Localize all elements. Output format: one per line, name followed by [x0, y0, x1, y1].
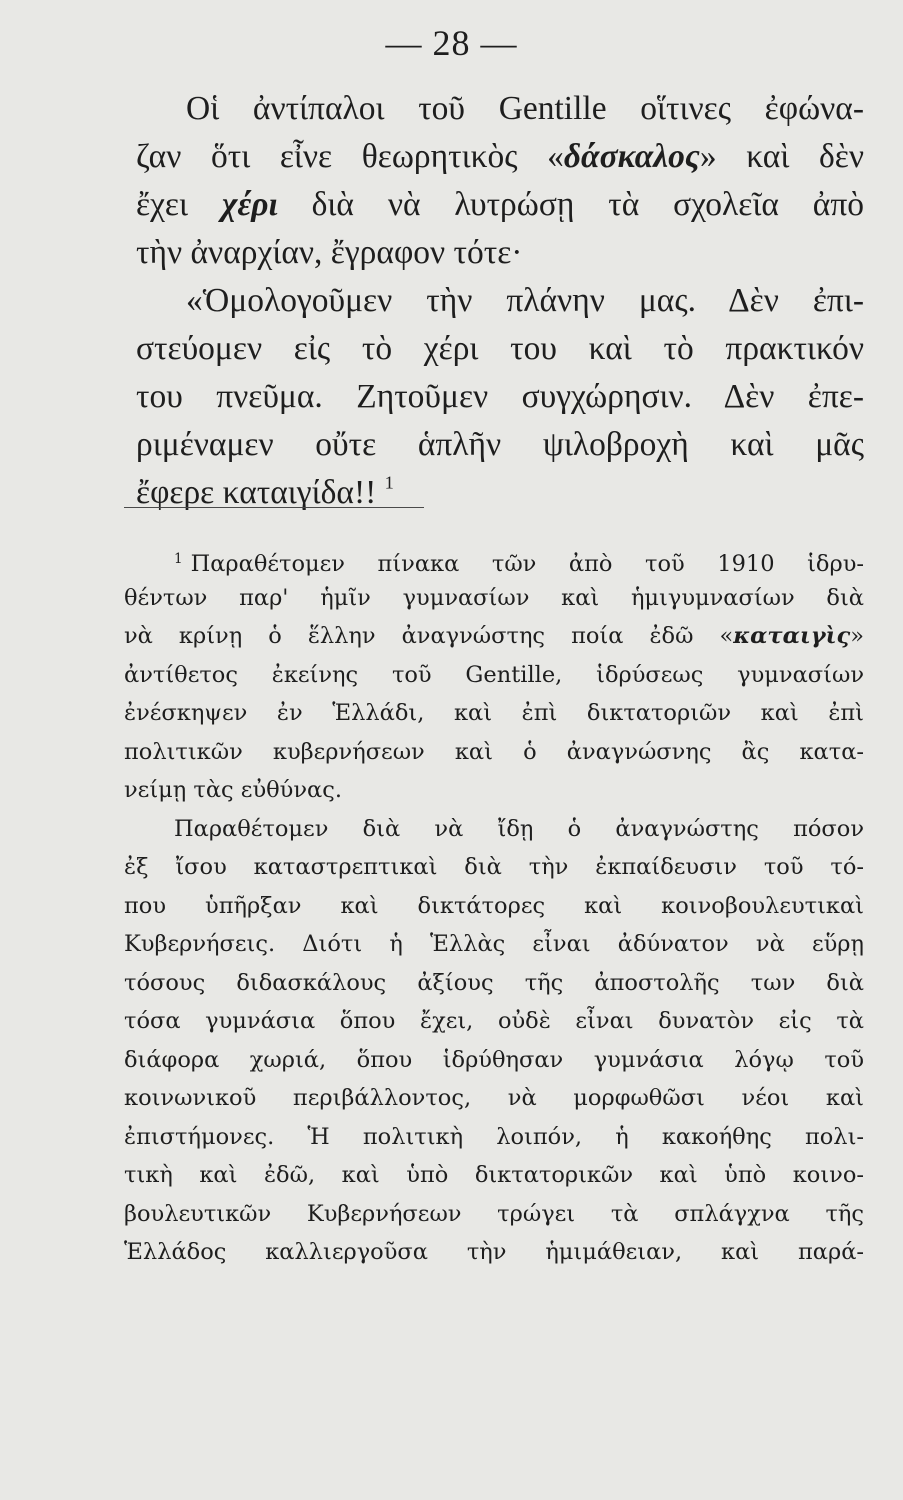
text-line: ριμέναμεν οὔτε ἁπλῆν ψιλοβροχὴ καὶ μᾶς	[136, 426, 864, 463]
emphasis: δάσκαλος	[563, 138, 700, 175]
footnote-line: διάφορα χωριά, ὅπου ἱδρύθησαν γυμνάσια λόγῳ τοῦ	[124, 1046, 864, 1073]
footnote-line: νείμῃ τὰς εὐθύνας.	[124, 777, 342, 803]
footnote-line: Παραθέτομεν διὰ νὰ ἴδῃ ὁ ἀναγνώστης πόσον	[174, 815, 864, 842]
footnote-reference: 1	[384, 472, 394, 493]
text-line: του πνεῦμα. Ζητοῦμεν συγχώρησιν. Δὲν ἐπε-	[136, 378, 864, 415]
main-text	[136, 85, 864, 517]
footnote-line: $^1$ Παραθέτομεν πίνακα τῶν ἀπὸ τοῦ 1910 ἱδρυ-	[174, 551, 864, 578]
footnote-line: Ἑλλάδος καλλιεργοῦσα τὴν ἡμιμάθειαν, καὶ παρά-	[124, 1239, 864, 1265]
text-line: ἔχει χέρι διὰ νὰ λυτρώσῃ τὰ σχολεῖα ἀπὸ	[136, 186, 864, 223]
footnote-line: ἀντίθετος ἐκείνης τοῦ Gentille, ἱδρύσεως γυμνασίων	[124, 661, 864, 688]
emphasis: καταιγὶς	[733, 623, 851, 649]
footnote-line: Κυβερνήσεις. Διότι ἡ Ἑλλὰς εἶναι ἀδύνατον νὰ εὕρῃ	[124, 931, 864, 957]
footnote-line: θέντων παρ' ἡμῖν γυμνασίων καὶ ἡμιγυμνασίων διὰ	[124, 584, 864, 611]
footnote-mark: 1	[174, 551, 183, 567]
footnote-line: ἐνέσκηψεν ἐν Ἑλλάδι, καὶ ἐπὶ δικτατοριῶν καὶ ἐπὶ	[124, 700, 864, 726]
footnote-line: ἐπιστήμονες. Ἡ πολιτικὴ λοιπόν, ἡ κακοήθης πολι-	[124, 1123, 864, 1150]
footnote-divider	[124, 507, 424, 508]
footnote-line: τόσα γυμνάσια ὅπου ἔχει, οὐδὲ εἶναι δυνατὸν εἰς τὰ	[124, 1008, 864, 1034]
emphasis: χέρι	[221, 186, 278, 223]
page-number: — 28 —	[385, 23, 518, 63]
footnote-line: που ὑπῆρξαν καὶ δικτάτορες καὶ κοινοβουλευτικαὶ	[124, 892, 864, 919]
text-line: «Ὁμολογοῦμεν τὴν πλάνην μας. Δὲν ἐπι-	[186, 282, 864, 319]
footnote-line: ἐξ ἴσου καταστρεπτικαὶ διὰ τὴν ἐκπαίδευσιν τοῦ τό-	[124, 854, 864, 880]
text-line: τὴν ἀναρχίαν, ἔγραφον τότε·	[136, 234, 523, 271]
footnote-line: βουλευτικῶν Κυβερνήσεων τρώγει τὰ σπλάγχνα τῆς	[124, 1200, 864, 1227]
footnote-line: τόσους διδασκάλους ἀξίους τῆς ἀποστολῆς των διὰ	[124, 969, 864, 996]
footnote-line: νὰ κρίνῃ ὁ ἕλλην ἀναγνώστης ποία ἐδῶ «καταιγὶς»	[124, 623, 864, 649]
text-line: Οἱ ἀντίπαλοι τοῦ Gentille οἵτινες ἐφώνα-	[186, 90, 864, 127]
text-line: στεύομεν εἰς τὸ χέρι του καὶ τὸ πρακτικόν	[136, 330, 864, 367]
footnote-line: πολιτικῶν κυβερνήσεων καὶ ὁ ἀναγνώσνης ἂς κατα-	[124, 738, 864, 765]
text-line: ζαν ὅτι εἶνε θεωρητικὸς «δάσκαλος» καὶ δὲν	[136, 138, 864, 175]
footnote	[124, 540, 864, 1272]
text-line: ἔφερε καταιγίδα!! $^1$	[136, 472, 394, 511]
footnote-line: κοινωνικοῦ περιβάλλοντος, νὰ μορφωθῶσι νέοι καὶ	[124, 1085, 864, 1111]
footnote-line: τικὴ καὶ ἐδῶ, καὶ ὑπὸ δικτατορικῶν καὶ ὑπὸ κοινο-	[124, 1162, 864, 1188]
